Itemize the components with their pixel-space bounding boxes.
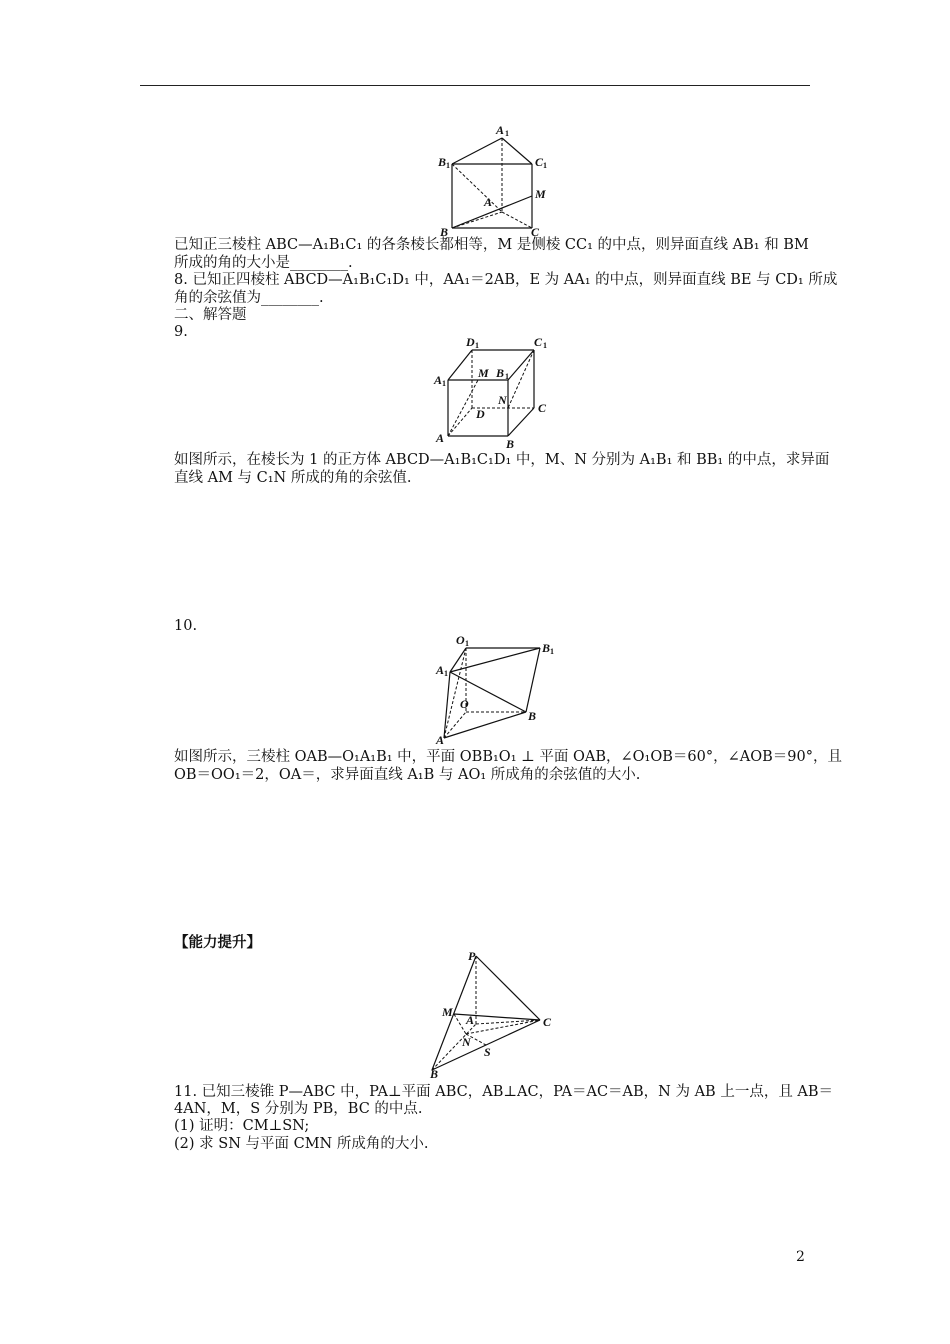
svg-text:1: 1 xyxy=(505,129,509,138)
q7-line-1: 已知正三棱柱 ABC—A₁B₁C₁ 的各条棱长都相等，M 是侧棱 CC₁ 的中点，则异面直线 AB₁ 和 BM xyxy=(174,237,809,253)
label-A: A xyxy=(484,195,493,209)
label-B: B xyxy=(430,1067,439,1080)
svg-text:1: 1 xyxy=(446,161,450,170)
label-B: B xyxy=(440,225,449,238)
label-B1: B xyxy=(542,641,551,655)
label-A1: A xyxy=(434,373,443,387)
label-A: A xyxy=(436,733,445,747)
svg-text:1: 1 xyxy=(444,669,448,678)
page-number: 2 xyxy=(796,1249,805,1265)
section-heading: 二、解答题 xyxy=(174,307,247,323)
label-A1: A xyxy=(436,663,445,677)
label-B: B xyxy=(528,709,537,723)
label-S: S xyxy=(484,1045,491,1059)
label-N: N xyxy=(462,1035,471,1049)
label-A: A xyxy=(436,431,445,445)
label-M: M xyxy=(442,1005,453,1019)
svg-text:1: 1 xyxy=(465,639,469,648)
label-O1: O xyxy=(456,633,465,647)
label-C1: C xyxy=(535,155,544,169)
label-B1: B xyxy=(438,155,447,169)
q11-line-1: 11. 已知三棱锥 P—ABC 中，PA⊥平面 ABC，AB⊥AC，PA＝AC＝AB，N 为 AB 上一点，且 AB＝ xyxy=(174,1084,834,1100)
svg-text:1: 1 xyxy=(543,341,547,350)
q9-number: 9. xyxy=(174,324,188,340)
q9-line-1: 如图所示，在棱长为 1 的正方体 ABCD—A₁B₁C₁D₁ 中，M、N 分别为 A₁B₁ 和 BB₁ 的中点，求异面 xyxy=(174,452,830,468)
label-A1: A xyxy=(496,123,505,137)
label-C: C xyxy=(543,1015,552,1029)
svg-text:1: 1 xyxy=(543,161,547,170)
svg-text:1: 1 xyxy=(442,379,446,388)
label-D1: D xyxy=(466,336,475,349)
figure-oblique-prism xyxy=(426,632,566,748)
q9-line-2: 直线 AM 与 C₁N 所成的角的余弦值. xyxy=(174,470,412,486)
ability-heading: 【能力提升】 xyxy=(174,934,261,951)
svg-text:1: 1 xyxy=(475,341,479,350)
figure-tetrahedron xyxy=(426,944,566,1080)
q11-line-2: 4AN，M，S 分别为 PB，BC 的中点. xyxy=(174,1101,423,1117)
label-O: O xyxy=(460,697,469,711)
q8-line-2: 角的余弦值为________. xyxy=(174,290,324,306)
label-D: D xyxy=(476,407,485,421)
q11-part-1: (1) 证明：CM⊥SN; xyxy=(174,1118,310,1134)
figure-cube xyxy=(430,336,560,452)
svg-text:1: 1 xyxy=(550,647,554,656)
label-B1: B xyxy=(496,366,505,380)
label-N: N xyxy=(498,393,507,407)
label-C: C xyxy=(538,401,547,415)
label-C1: C xyxy=(534,336,543,349)
q7-line-2: 所成的角的大小是________. xyxy=(174,255,353,271)
q10-number: 10. xyxy=(174,618,198,634)
label-C: C xyxy=(531,225,540,238)
q10-line-2: OB＝OO₁＝2，OA＝，求异面直线 A₁B 与 AO₁ 所成角的余弦值的大小. xyxy=(174,767,641,783)
q8-line-1: 8. 已知正四棱柱 ABCD—A₁B₁C₁D₁ 中，AA₁＝2AB，E 为 AA₁ 的中点，则异面直线 BE 与 CD₁ 所成 xyxy=(174,272,838,288)
q10-line-1: 如图所示，三棱柱 OAB—O₁A₁B₁ 中，平面 OBB₁O₁ ⊥ 平面 OAB，∠O₁OB＝60°，∠AOB＝90°，且 xyxy=(174,749,842,765)
q11-part-2: (2) 求 SN 与平面 CMN 所成角的大小. xyxy=(174,1136,429,1152)
header-rule xyxy=(140,85,810,86)
label-P: P xyxy=(468,949,476,963)
label-M: M xyxy=(535,187,546,201)
label-B: B xyxy=(506,437,515,451)
label-A: A xyxy=(466,1013,475,1027)
figure-triangular-prism xyxy=(436,122,556,238)
svg-text:1: 1 xyxy=(505,372,509,381)
label-M: M xyxy=(478,366,489,380)
